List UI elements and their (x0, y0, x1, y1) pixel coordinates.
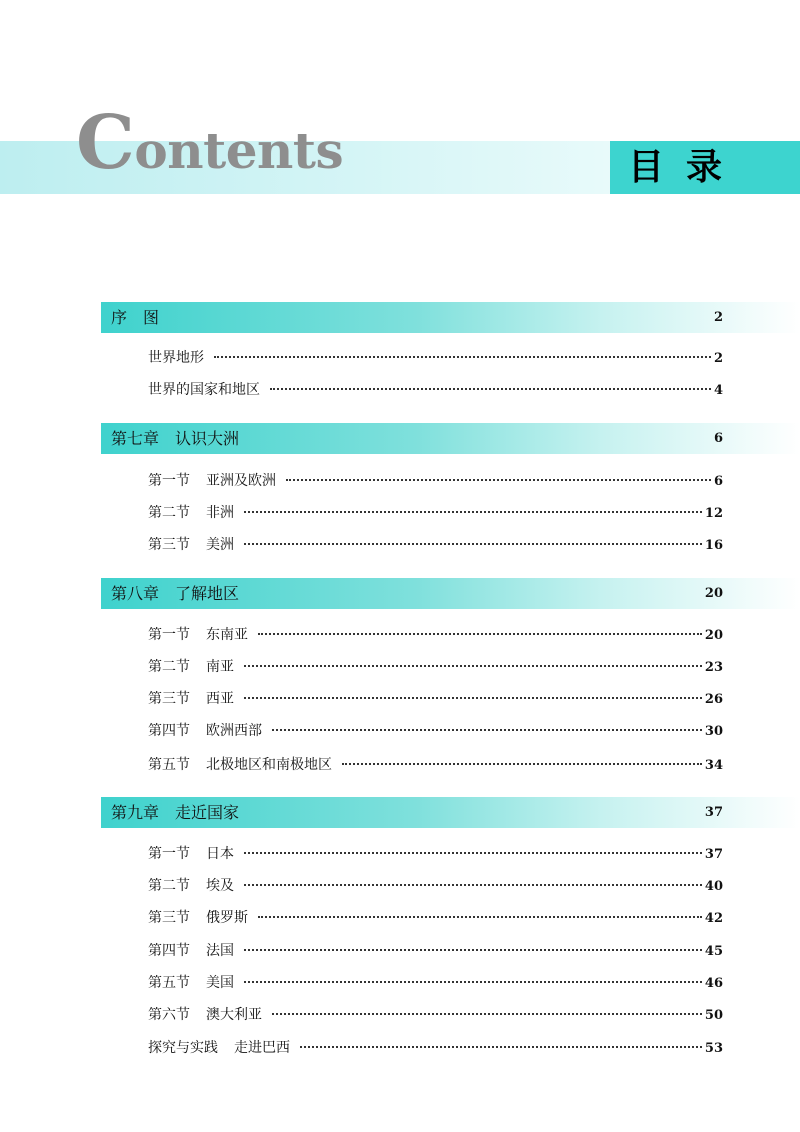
entry-page: 2 (713, 351, 723, 366)
chapter-bar-ch8[interactable] (101, 578, 800, 609)
entry-page: 12 (704, 506, 723, 521)
toc-entry[interactable] (148, 656, 723, 678)
title-zh-box (610, 141, 800, 194)
entry-name: 法国 (206, 943, 234, 959)
chapter-title: 序 图 (111, 308, 160, 327)
toc-entry[interactable] (148, 940, 723, 962)
toc-entry[interactable] (148, 502, 723, 524)
entry-section: 第五节 (148, 975, 190, 991)
chapter-title: 第七章 认识大洲 (111, 429, 240, 448)
entry-section: 第一节 (148, 627, 190, 643)
entry-name: 东南亚 (206, 627, 248, 643)
toc-entry[interactable] (148, 754, 723, 776)
entry-page: 30 (704, 724, 723, 739)
toc-entry[interactable] (148, 720, 723, 742)
chapter-bar-preface[interactable] (101, 302, 800, 333)
dot-leader (244, 949, 702, 951)
dot-leader (214, 356, 711, 358)
chapter-page: 37 (704, 805, 723, 820)
entry-name: 世界的国家和地区 (148, 382, 260, 398)
entry-name: 亚洲及欧洲 (206, 473, 276, 489)
entry-section: 第二节 (148, 878, 190, 894)
entry-page: 6 (713, 474, 723, 489)
entry-name: 澳大利亚 (206, 1007, 262, 1023)
entry-name: 北极地区和南极地区 (206, 757, 332, 773)
entry-page: 42 (704, 911, 723, 926)
dot-leader (272, 1013, 702, 1015)
chapter-bar-ch9[interactable] (101, 797, 800, 828)
chapter-page: 2 (713, 310, 723, 325)
contents-title-initial: C (76, 100, 135, 186)
toc-entry[interactable] (148, 347, 723, 369)
dot-leader (244, 511, 702, 513)
entry-section: 第四节 (148, 723, 190, 739)
entry-section: 第三节 (148, 691, 190, 707)
entry-section: 探究与实践 (148, 1040, 218, 1056)
entry-page: 23 (704, 660, 723, 675)
entry-section: 第四节 (148, 943, 190, 959)
title-zh: 目录 (628, 147, 745, 188)
entry-page: 16 (704, 538, 723, 553)
toc-entry[interactable] (148, 1037, 723, 1059)
dot-leader (244, 981, 702, 983)
entry-section: 第六节 (148, 1007, 190, 1023)
entry-section: 第二节 (148, 505, 190, 521)
toc-entry[interactable] (148, 379, 723, 401)
chapter-title: 第八章 了解地区 (111, 584, 240, 603)
entry-name: 美国 (206, 975, 234, 991)
dot-leader (272, 729, 702, 731)
dot-leader (342, 763, 702, 765)
dot-leader (258, 633, 702, 635)
toc-entry[interactable] (148, 1004, 723, 1026)
entry-page: 20 (704, 628, 723, 643)
dot-leader (286, 479, 711, 481)
toc-entry[interactable] (148, 907, 723, 929)
toc-entry[interactable] (148, 843, 723, 865)
toc-entry[interactable] (148, 624, 723, 646)
entry-name: 美洲 (206, 537, 234, 553)
dot-leader (270, 388, 711, 390)
entry-name: 世界地形 (148, 350, 204, 366)
toc-entry[interactable] (148, 470, 723, 492)
entry-name: 日本 (206, 846, 234, 862)
entry-section: 第三节 (148, 537, 190, 553)
chapter-page: 6 (713, 431, 723, 446)
entry-page: 45 (704, 944, 723, 959)
entry-page: 4 (713, 383, 723, 398)
entry-name: 欧洲西部 (206, 723, 262, 739)
entry-page: 46 (704, 976, 723, 991)
contents-title-rest: ontents (134, 121, 344, 180)
entry-section: 第五节 (148, 757, 190, 773)
dot-leader (244, 697, 702, 699)
dot-leader (244, 884, 702, 886)
entry-section: 第二节 (148, 659, 190, 675)
entry-name: 走进巴西 (234, 1040, 290, 1056)
entry-page: 53 (704, 1041, 723, 1056)
dot-leader (244, 665, 702, 667)
entry-section: 第一节 (148, 473, 190, 489)
entry-name: 埃及 (206, 878, 234, 894)
entry-name: 南亚 (206, 659, 234, 675)
entry-page: 37 (704, 847, 723, 862)
chapter-page: 20 (704, 586, 723, 601)
contents-title (76, 100, 344, 186)
dot-leader (258, 916, 702, 918)
dot-leader (244, 543, 702, 545)
chapter-bar-ch7[interactable] (101, 423, 800, 454)
entry-page: 26 (704, 692, 723, 707)
entry-name: 俄罗斯 (206, 910, 248, 926)
entry-page: 50 (704, 1008, 723, 1023)
dot-leader (300, 1046, 702, 1048)
chapter-title: 第九章 走近国家 (111, 803, 240, 822)
entry-page: 34 (704, 758, 723, 773)
toc-entry[interactable] (148, 534, 723, 556)
entry-section: 第一节 (148, 846, 190, 862)
toc-entry[interactable] (148, 875, 723, 897)
toc-entry[interactable] (148, 688, 723, 710)
entry-name: 西亚 (206, 691, 234, 707)
entry-page: 40 (704, 879, 723, 894)
toc-entry[interactable] (148, 972, 723, 994)
entry-name: 非洲 (206, 505, 234, 521)
dot-leader (244, 852, 702, 854)
entry-section: 第三节 (148, 910, 190, 926)
